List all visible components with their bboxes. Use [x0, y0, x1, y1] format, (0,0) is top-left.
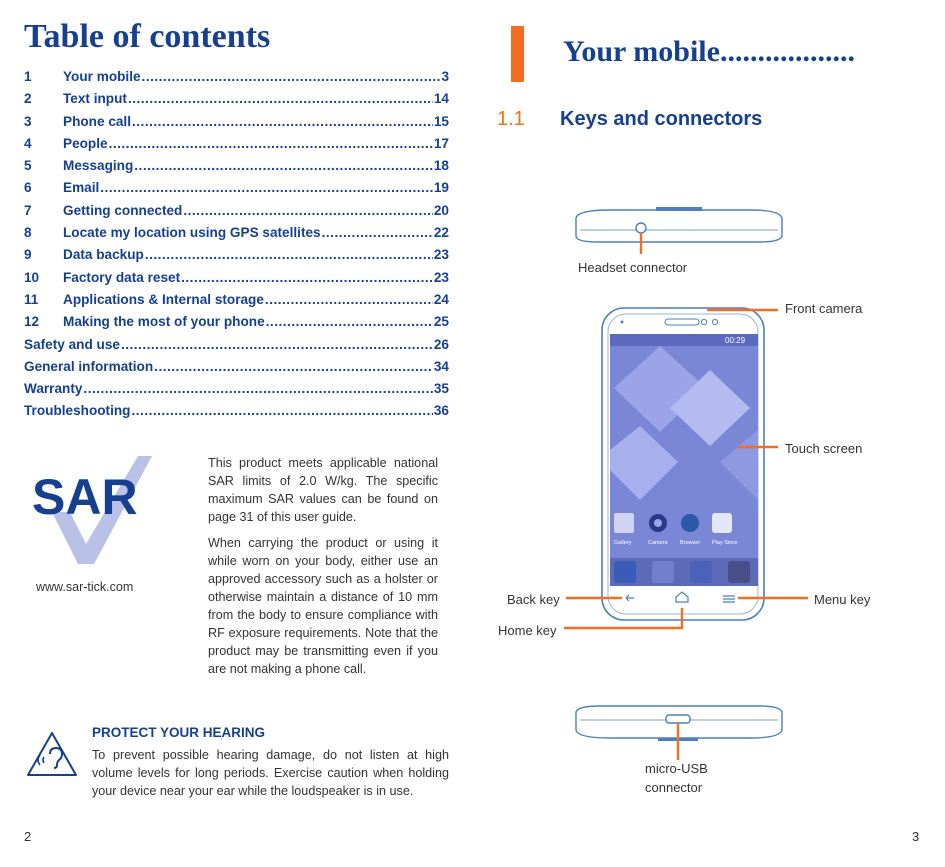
label-headset-connector: Headset connector — [578, 260, 688, 275]
toc-title: Table of contents — [24, 18, 271, 55]
status-time: 00:29 — [725, 336, 746, 345]
toc-leader-dots — [265, 292, 433, 307]
chapter-number-bar — [511, 26, 524, 82]
phone-front-view — [564, 308, 808, 628]
toc-entry-page: 23 — [433, 269, 449, 285]
toc-entry-page: 14 — [433, 91, 449, 107]
toc-entry-page: 35 — [433, 381, 449, 397]
toc-entry-number: 6 — [24, 180, 32, 196]
toc-entry-label: Safety and use — [24, 336, 120, 352]
table-of-contents — [24, 69, 449, 426]
toc-leader-dots — [183, 203, 433, 218]
section-title: Keys and connectors — [560, 108, 763, 130]
toc-entry-page: 34 — [433, 358, 449, 374]
toc-entry-label: Making the most of your phone — [63, 314, 265, 330]
toc-leader-dots — [154, 359, 433, 374]
phone-top-view — [576, 207, 782, 254]
toc-entry[interactable] — [24, 69, 449, 91]
toc-entry-label: General information — [24, 358, 154, 374]
label-touch-screen: Touch screen — [785, 441, 863, 456]
toc-entry-label: Getting connected — [63, 202, 183, 218]
phone-diagram — [480, 200, 920, 820]
toc-entry-label: Data backup — [63, 247, 144, 263]
toc-entry[interactable] — [24, 225, 449, 247]
hearing-title: PROTECT YOUR HEARING — [92, 725, 266, 740]
hearing-text: To prevent possible hearing damage, do not listen at high volume levels for long periods. Exercise caution when holding your device near your ear while the loudspeaker is in use. — [92, 748, 449, 798]
toc-leader-dots — [121, 337, 433, 352]
usb-port — [666, 715, 690, 723]
label-usb-line-1: micro-USB — [645, 761, 708, 776]
toc-leader-dots — [266, 314, 433, 329]
toc-leader-dots — [100, 180, 433, 195]
toc-leader-dots — [142, 69, 441, 84]
toc-entry-number: 10 — [24, 269, 40, 285]
toc-entry[interactable] — [24, 337, 449, 359]
sar-logo-text: SAR — [32, 469, 138, 525]
toc-entry-number: 7 — [24, 202, 32, 218]
toc-entry-page: 20 — [433, 202, 449, 218]
toc-entry-label: Troubleshooting — [24, 403, 131, 419]
section-number: 1.1 — [497, 108, 525, 130]
toc-entry-page: 18 — [433, 158, 449, 174]
app-label-browser: Browser — [680, 540, 701, 546]
toc-entry-page: 36 — [433, 403, 449, 419]
toc-entry-label: Factory data reset — [63, 269, 181, 285]
toc-entry[interactable] — [24, 381, 449, 403]
sar-paragraph-2: When carrying the product or using it while worn on your body, either use an approved accessory such as a holster or otherwise maintain a distance of 10 mm from the body to ensure compliance with RF exposure requirements. Note that the product may be transmitting even if you are not making a phone call. — [208, 536, 438, 676]
toc-entry-number: 5 — [24, 158, 32, 174]
toc-entry[interactable] — [24, 247, 449, 269]
toc-entry-number: 2 — [24, 91, 32, 107]
chapter-title: Your mobile.................. — [563, 35, 855, 68]
toc-entry[interactable] — [24, 292, 449, 314]
toc-entry-label: Your mobile — [63, 69, 141, 84]
toc-leader-dots — [109, 136, 433, 151]
toc-entry-label: People — [63, 135, 108, 151]
app-label-gallery: Gallery — [614, 540, 632, 546]
toc-entry[interactable] — [24, 359, 449, 381]
label-back-key: Back key — [507, 592, 560, 607]
toc-leader-dots — [322, 225, 433, 240]
toc-entry-number: 8 — [24, 225, 32, 241]
toc-entry[interactable] — [24, 136, 449, 158]
page-number-left: 2 — [24, 829, 32, 844]
toc-entry[interactable] — [24, 180, 449, 202]
toc-entry-label: Applications & Internal storage — [63, 291, 264, 307]
toc-leader-dots — [134, 158, 433, 173]
toc-entry-number: 11 — [24, 291, 39, 307]
toc-entry-label: Email — [63, 180, 100, 196]
sar-paragraph-1: This product meets applicable national SAR limits of 2.0 W/kg. The specific maximum SAR values can be found on page 31 of this user guide. — [208, 456, 438, 524]
toc-entry-number: 1 — [24, 69, 32, 84]
toc-entry[interactable] — [24, 203, 449, 225]
toc-entry[interactable] — [24, 314, 449, 336]
sar-url[interactable]: www.sar-tick.com — [36, 580, 134, 594]
toc-entry[interactable] — [24, 270, 449, 292]
page-number-right: 3 — [912, 829, 920, 844]
phone-bottom-view — [576, 706, 782, 760]
toc-leader-dots — [83, 381, 432, 396]
toc-entry-page: 15 — [433, 113, 449, 129]
toc-entry-label: Phone call — [63, 113, 131, 129]
toc-entry-page: 24 — [433, 291, 449, 307]
hearing-warning-icon — [26, 730, 78, 778]
toc-entry[interactable] — [24, 91, 449, 113]
app-label-camera: Camera — [648, 540, 668, 546]
toc-leader-dots — [145, 247, 433, 262]
toc-entry-number: 4 — [24, 135, 32, 151]
sar-logo — [30, 452, 160, 572]
label-menu-key: Menu key — [814, 592, 871, 607]
label-usb-line-2: connector — [645, 780, 703, 795]
toc-entry-number: 9 — [24, 247, 32, 263]
toc-entry-number: 12 — [24, 314, 40, 330]
toc-entry[interactable] — [24, 114, 449, 136]
toc-entry[interactable] — [24, 158, 449, 180]
toc-entry-page: 17 — [433, 135, 449, 151]
toc-leader-dots — [181, 270, 433, 285]
toc-entry-label: Text input — [63, 91, 127, 107]
app-label-play-store: Play Store — [712, 540, 738, 546]
label-home-key: Home key — [498, 623, 557, 638]
toc-entry-label: Warranty — [24, 381, 83, 397]
toc-entry-page: 23 — [433, 247, 449, 263]
toc-entry-page: 22 — [433, 225, 449, 241]
sar-notice — [208, 454, 438, 686]
toc-leader-dots — [128, 91, 433, 106]
toc-entry-label: Locate my location using GPS satellites — [63, 225, 321, 241]
toc-leader-dots — [131, 403, 432, 418]
toc-entry-page: 3 — [441, 69, 449, 84]
toc-leader-dots — [132, 114, 433, 129]
headset-jack — [636, 223, 646, 233]
toc-entry-page: 19 — [433, 180, 449, 196]
toc-entry[interactable] — [24, 403, 449, 425]
toc-entry-number: 3 — [24, 113, 32, 129]
toc-entry-label: Messaging — [63, 158, 134, 174]
toc-entry-page: 25 — [433, 314, 449, 330]
label-front-camera: Front camera — [785, 301, 863, 316]
toc-entry-page: 26 — [433, 336, 449, 352]
